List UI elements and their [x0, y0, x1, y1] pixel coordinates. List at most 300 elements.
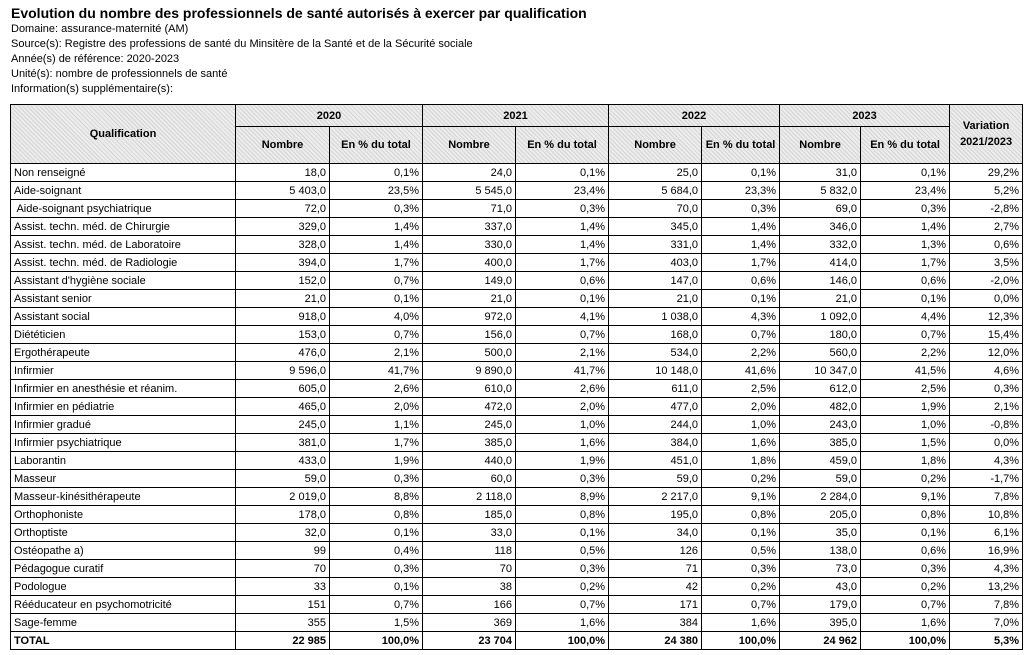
table-cell: 2 284,0 [780, 488, 861, 506]
table-cell: 1,0% [702, 416, 780, 434]
row-label: Orthoptiste [11, 524, 236, 542]
row-label: Aide-soignant [11, 182, 236, 200]
table-cell: 385,0 [423, 434, 516, 452]
table-cell: 195,0 [609, 506, 702, 524]
table-cell: 0,8% [516, 506, 609, 524]
table-cell: 1,6% [516, 614, 609, 632]
table-cell: 23,5% [330, 182, 423, 200]
table-cell: 0,6% [861, 542, 950, 560]
table-cell: 0,8% [861, 506, 950, 524]
table-cell: 385,0 [780, 434, 861, 452]
row-label: Laborantin [11, 452, 236, 470]
table-cell: 0,2% [516, 578, 609, 596]
table-cell: 42 [609, 578, 702, 596]
table-row [11, 308, 1023, 326]
table-cell: 1,6% [702, 434, 780, 452]
table-cell: 41,5% [861, 362, 950, 380]
table-row [11, 596, 1023, 614]
table-cell: 24 962 [780, 632, 861, 650]
table-cell: 1,0% [516, 416, 609, 434]
table-cell: 369 [423, 614, 516, 632]
table-cell: 0,3% [330, 200, 423, 218]
table-cell: 72,0 [236, 200, 330, 218]
table-cell: 4,3% [950, 560, 1023, 578]
table-cell: 0,1% [516, 524, 609, 542]
table-cell: 440,0 [423, 452, 516, 470]
header-row-years [11, 105, 1023, 127]
table-cell: 138,0 [780, 542, 861, 560]
table-cell: 71,0 [423, 200, 516, 218]
row-label: Assistant social [11, 308, 236, 326]
table-cell: 1,7% [516, 254, 609, 272]
table-cell: 605,0 [236, 380, 330, 398]
table-cell: 0,7% [861, 596, 950, 614]
table-cell: 2 118,0 [423, 488, 516, 506]
table-cell: 0,7% [861, 326, 950, 344]
row-label: Assistant senior [11, 290, 236, 308]
table-cell: 414,0 [780, 254, 861, 272]
table-cell: 99 [236, 542, 330, 560]
table-cell: 0,5% [516, 542, 609, 560]
row-label: Rééducateur en psychomotricité [11, 596, 236, 614]
row-label: Infirmier gradué [11, 416, 236, 434]
row-label: Non renseigné [11, 164, 236, 182]
table-cell: 611,0 [609, 380, 702, 398]
table-cell: 1,8% [702, 452, 780, 470]
table-cell: 1 092,0 [780, 308, 861, 326]
table-cell: 10,8% [950, 506, 1023, 524]
table-cell: 1,1% [330, 416, 423, 434]
table-cell: 59,0 [780, 470, 861, 488]
table-cell: 4,4% [861, 308, 950, 326]
table-cell: 70,0 [609, 200, 702, 218]
table-cell: 2,2% [702, 344, 780, 362]
table-cell: 0,1% [330, 578, 423, 596]
table-cell: 1,5% [861, 434, 950, 452]
table-cell: -2,0% [950, 272, 1023, 290]
table-cell: 100,0% [702, 632, 780, 650]
header-pct: En % du total [702, 127, 780, 164]
table-cell: 0,1% [330, 290, 423, 308]
table-cell: 0,0% [950, 434, 1023, 452]
table-cell: 472,0 [423, 398, 516, 416]
table-cell: 482,0 [780, 398, 861, 416]
table-cell: 355 [236, 614, 330, 632]
table-cell: 1,7% [330, 434, 423, 452]
table-cell: 69,0 [780, 200, 861, 218]
table-cell: 59,0 [609, 470, 702, 488]
table-cell: 2,1% [950, 398, 1023, 416]
table-cell: 1,9% [861, 398, 950, 416]
table-cell: 59,0 [236, 470, 330, 488]
table-cell: 149,0 [423, 272, 516, 290]
table-cell: 0,4% [330, 542, 423, 560]
table-cell: 0,3% [330, 470, 423, 488]
row-label: Aide-soignant psychiatrique [11, 200, 236, 218]
table-cell: 0,1% [702, 164, 780, 182]
table-cell: 5,2% [950, 182, 1023, 200]
table-cell: 100,0% [516, 632, 609, 650]
table-cell: 8,8% [330, 488, 423, 506]
table-cell: 0,3% [950, 380, 1023, 398]
meta-info: Information(s) supplémentaire(s): [11, 83, 174, 95]
table-cell: 500,0 [423, 344, 516, 362]
header-nombre: Nombre [423, 127, 516, 164]
table-cell: 451,0 [609, 452, 702, 470]
metadata-block [11, 22, 1029, 97]
table-row [11, 542, 1023, 560]
table-cell: 10 148,0 [609, 362, 702, 380]
table-cell: 41,6% [702, 362, 780, 380]
table-cell: 0,6% [516, 272, 609, 290]
table-cell: 5 403,0 [236, 182, 330, 200]
table-cell: 972,0 [423, 308, 516, 326]
table-cell: 31,0 [780, 164, 861, 182]
table-cell: 0,6% [702, 272, 780, 290]
table-cell: 337,0 [423, 218, 516, 236]
table-cell: 70 [423, 560, 516, 578]
header-variation: Variation 2021/2023 [950, 105, 1023, 164]
table-cell: 918,0 [236, 308, 330, 326]
table-row [11, 488, 1023, 506]
table-row [11, 452, 1023, 470]
table-row [11, 506, 1023, 524]
row-label: Infirmier en pédiatrie [11, 398, 236, 416]
table-row [11, 254, 1023, 272]
table-cell: 384,0 [609, 434, 702, 452]
row-label: Pédagogue curatif [11, 560, 236, 578]
table-cell: 384 [609, 614, 702, 632]
table-cell: 2,7% [950, 218, 1023, 236]
table-cell: 330,0 [423, 236, 516, 254]
table-cell: -1,7% [950, 470, 1023, 488]
row-label: TOTAL [11, 632, 236, 650]
table-row [11, 380, 1023, 398]
table-cell: 1,4% [516, 236, 609, 254]
table-cell: 0,1% [702, 524, 780, 542]
table-cell: 24 380 [609, 632, 702, 650]
table-cell: 16,9% [950, 542, 1023, 560]
table-cell: 146,0 [780, 272, 861, 290]
row-label: Diététicien [11, 326, 236, 344]
table-cell: 0,7% [330, 326, 423, 344]
table-cell: 0,1% [516, 290, 609, 308]
table-cell: 9,1% [861, 488, 950, 506]
table-cell: 0,3% [702, 200, 780, 218]
table-cell: 245,0 [236, 416, 330, 434]
table-cell: 244,0 [609, 416, 702, 434]
table-cell: 22 985 [236, 632, 330, 650]
table-cell: 33 [236, 578, 330, 596]
table-cell: 0,1% [861, 290, 950, 308]
table-cell: 1,6% [861, 614, 950, 632]
table-cell: 151 [236, 596, 330, 614]
table-cell: 0,1% [516, 164, 609, 182]
table-cell: 29,2% [950, 164, 1023, 182]
header-pct: En % du total [516, 127, 609, 164]
table-cell: 2,2% [861, 344, 950, 362]
table-cell: 0,7% [330, 596, 423, 614]
table-row [11, 326, 1023, 344]
table-cell: 12,0% [950, 344, 1023, 362]
table-row [11, 344, 1023, 362]
table-cell: 152,0 [236, 272, 330, 290]
table-cell: 0,1% [330, 524, 423, 542]
table-cell: 4,1% [516, 308, 609, 326]
table-cell: 1,3% [861, 236, 950, 254]
table-cell: 171 [609, 596, 702, 614]
table-cell: 35,0 [780, 524, 861, 542]
table-cell: 1,4% [861, 218, 950, 236]
table-cell: 459,0 [780, 452, 861, 470]
table-row [11, 290, 1023, 308]
table-body [11, 164, 1023, 650]
table-cell: 0,0% [950, 290, 1023, 308]
table-cell: 41,7% [330, 362, 423, 380]
table-cell: 1,4% [702, 236, 780, 254]
row-label: Masseur-kinésithérapeute [11, 488, 236, 506]
table-cell: 2,1% [330, 344, 423, 362]
table-cell: 0,8% [702, 506, 780, 524]
table-cell: 403,0 [609, 254, 702, 272]
table-cell: 534,0 [609, 344, 702, 362]
table-cell: 5 545,0 [423, 182, 516, 200]
header-pct: En % du total [861, 127, 950, 164]
table-cell: 4,3% [950, 452, 1023, 470]
table-cell: 0,2% [861, 578, 950, 596]
table-cell: 329,0 [236, 218, 330, 236]
table-cell: 70 [236, 560, 330, 578]
table-cell: 2 217,0 [609, 488, 702, 506]
table-cell: 126 [609, 542, 702, 560]
table-cell: 0,3% [516, 560, 609, 578]
table-cell: 118 [423, 542, 516, 560]
table-cell: 245,0 [423, 416, 516, 434]
table-cell: 0,1% [330, 164, 423, 182]
table-cell: 73,0 [780, 560, 861, 578]
table-cell: 205,0 [780, 506, 861, 524]
table-cell: -0,8% [950, 416, 1023, 434]
table-cell: 0,1% [861, 164, 950, 182]
table-cell: 1,8% [861, 452, 950, 470]
table-cell: 2 019,0 [236, 488, 330, 506]
table-row [11, 182, 1023, 200]
table-cell: 32,0 [236, 524, 330, 542]
row-label: Orthophoniste [11, 506, 236, 524]
table-cell: 23,4% [516, 182, 609, 200]
table-cell: 1,4% [330, 218, 423, 236]
table-row [11, 236, 1023, 254]
table-cell: 1,6% [516, 434, 609, 452]
table-cell: 0,7% [702, 326, 780, 344]
row-label: Assist. techn. méd. de Chirurgie [11, 218, 236, 236]
table-cell: 43,0 [780, 578, 861, 596]
table-cell: 332,0 [780, 236, 861, 254]
table-cell: 2,5% [702, 380, 780, 398]
table-cell: 394,0 [236, 254, 330, 272]
table-cell: 465,0 [236, 398, 330, 416]
table-cell: -2,8% [950, 200, 1023, 218]
table-cell: 168,0 [609, 326, 702, 344]
table-cell: 0,2% [861, 470, 950, 488]
header-year-2021: 2021 [423, 105, 609, 127]
table-cell: 0,6% [861, 272, 950, 290]
table-cell: 2,0% [702, 398, 780, 416]
table-cell: 2,0% [330, 398, 423, 416]
table-cell: 0,7% [516, 596, 609, 614]
table-cell: 243,0 [780, 416, 861, 434]
table-cell: 331,0 [609, 236, 702, 254]
row-label: Infirmier [11, 362, 236, 380]
table-cell: 0,3% [330, 560, 423, 578]
header-year-2023: 2023 [780, 105, 950, 127]
row-label: Assist. techn. méd. de Laboratoire [11, 236, 236, 254]
table-cell: 0,3% [861, 200, 950, 218]
table-cell: 41,7% [516, 362, 609, 380]
table-cell: 7,8% [950, 596, 1023, 614]
table-cell: 180,0 [780, 326, 861, 344]
table-cell: 147,0 [609, 272, 702, 290]
table-cell: 1,4% [330, 236, 423, 254]
table-cell: 0,1% [861, 524, 950, 542]
table-cell: 1,9% [516, 452, 609, 470]
table-row [11, 434, 1023, 452]
table-cell: 23,4% [861, 182, 950, 200]
table-cell: 15,4% [950, 326, 1023, 344]
table-cell: 9 596,0 [236, 362, 330, 380]
table-cell: 71 [609, 560, 702, 578]
table-cell: 0,3% [702, 560, 780, 578]
header-nombre: Nombre [609, 127, 702, 164]
table-cell: 21,0 [423, 290, 516, 308]
table-cell: 5 832,0 [780, 182, 861, 200]
meta-source: Source(s): Registre des professions de santé du Minsitère de la Santé et de la Sécurité sociale [11, 38, 473, 50]
table-row [11, 362, 1023, 380]
table-row [11, 272, 1023, 290]
row-label: Podologue [11, 578, 236, 596]
table-cell: 0,7% [516, 326, 609, 344]
table-row [11, 524, 1023, 542]
table-cell: 1,7% [702, 254, 780, 272]
table-cell: 4,3% [702, 308, 780, 326]
row-label: Masseur [11, 470, 236, 488]
table-cell: 0,3% [516, 200, 609, 218]
row-label: Infirmier psychiatrique [11, 434, 236, 452]
table-cell: 4,6% [950, 362, 1023, 380]
table-cell: 4,0% [330, 308, 423, 326]
table-cell: 612,0 [780, 380, 861, 398]
table-row [11, 560, 1023, 578]
table-cell: 21,0 [609, 290, 702, 308]
header-pct: En % du total [330, 127, 423, 164]
table-cell: 1,4% [702, 218, 780, 236]
table-cell: 1 038,0 [609, 308, 702, 326]
table-cell: 1,6% [702, 614, 780, 632]
row-label: Assist. techn. méd. de Radiologie [11, 254, 236, 272]
table-row [11, 398, 1023, 416]
table-cell: 5 684,0 [609, 182, 702, 200]
table-cell: 9,1% [702, 488, 780, 506]
table-cell: 24,0 [423, 164, 516, 182]
meta-annees: Année(s) de référence: 2020-2023 [11, 53, 180, 65]
table-cell: 610,0 [423, 380, 516, 398]
table-cell: 12,3% [950, 308, 1023, 326]
table-cell: 0,2% [702, 470, 780, 488]
table-cell: 1,7% [330, 254, 423, 272]
table-cell: 0,1% [702, 290, 780, 308]
table-cell: 0,3% [516, 470, 609, 488]
table-cell: 560,0 [780, 344, 861, 362]
table-cell: 395,0 [780, 614, 861, 632]
table-cell: 0,8% [330, 506, 423, 524]
table-row [11, 416, 1023, 434]
table-cell: 477,0 [609, 398, 702, 416]
table-cell: 5,3% [950, 632, 1023, 650]
table-cell: 8,9% [516, 488, 609, 506]
meta-unites: Unité(s): nombre de professionnels de santé [11, 68, 228, 80]
table-cell: 100,0% [861, 632, 950, 650]
table-cell: 381,0 [236, 434, 330, 452]
table-cell: 2,0% [516, 398, 609, 416]
row-label: Ergothérapeute [11, 344, 236, 362]
table-cell: 33,0 [423, 524, 516, 542]
table-cell: 60,0 [423, 470, 516, 488]
table-row [11, 200, 1023, 218]
table-cell: 345,0 [609, 218, 702, 236]
table-cell: 6,1% [950, 524, 1023, 542]
row-label: Infirmier en anesthésie et réanim. [11, 380, 236, 398]
row-label: Assistant d'hygiène sociale [11, 272, 236, 290]
table-cell: 13,2% [950, 578, 1023, 596]
table-cell: 166 [423, 596, 516, 614]
table-cell: 179,0 [780, 596, 861, 614]
table-cell: 185,0 [423, 506, 516, 524]
table-cell: 2,6% [516, 380, 609, 398]
row-label: Sage-femme [11, 614, 236, 632]
page-title: Evolution du nombre des professionnels de santé autorisés à exercer par qualification [11, 5, 587, 21]
table-cell: 433,0 [236, 452, 330, 470]
table-row [11, 218, 1023, 236]
table-cell: 9 890,0 [423, 362, 516, 380]
table-cell: 153,0 [236, 326, 330, 344]
header-nombre: Nombre [780, 127, 861, 164]
table-cell: 400,0 [423, 254, 516, 272]
table-cell: 21,0 [780, 290, 861, 308]
table-row [11, 164, 1023, 182]
table-cell: 178,0 [236, 506, 330, 524]
table-cell: 23,3% [702, 182, 780, 200]
table-cell: 2,5% [861, 380, 950, 398]
meta-domaine: Domaine: assurance-maternité (AM) [11, 23, 189, 35]
table-cell: 1,0% [861, 416, 950, 434]
table-row [11, 614, 1023, 632]
table-cell: 25,0 [609, 164, 702, 182]
table-cell: 0,7% [702, 596, 780, 614]
table-cell: 3,5% [950, 254, 1023, 272]
table-cell: 0,2% [702, 578, 780, 596]
page [0, 0, 1029, 97]
header-year-2022: 2022 [609, 105, 780, 127]
table-cell: 21,0 [236, 290, 330, 308]
data-table [10, 104, 1023, 650]
table-cell: 0,7% [330, 272, 423, 290]
table-cell: 346,0 [780, 218, 861, 236]
table-cell: 328,0 [236, 236, 330, 254]
row-label: Ostéopathe a) [11, 542, 236, 560]
header-nombre: Nombre [236, 127, 330, 164]
table-cell: 1,9% [330, 452, 423, 470]
table-cell: 1,4% [516, 218, 609, 236]
